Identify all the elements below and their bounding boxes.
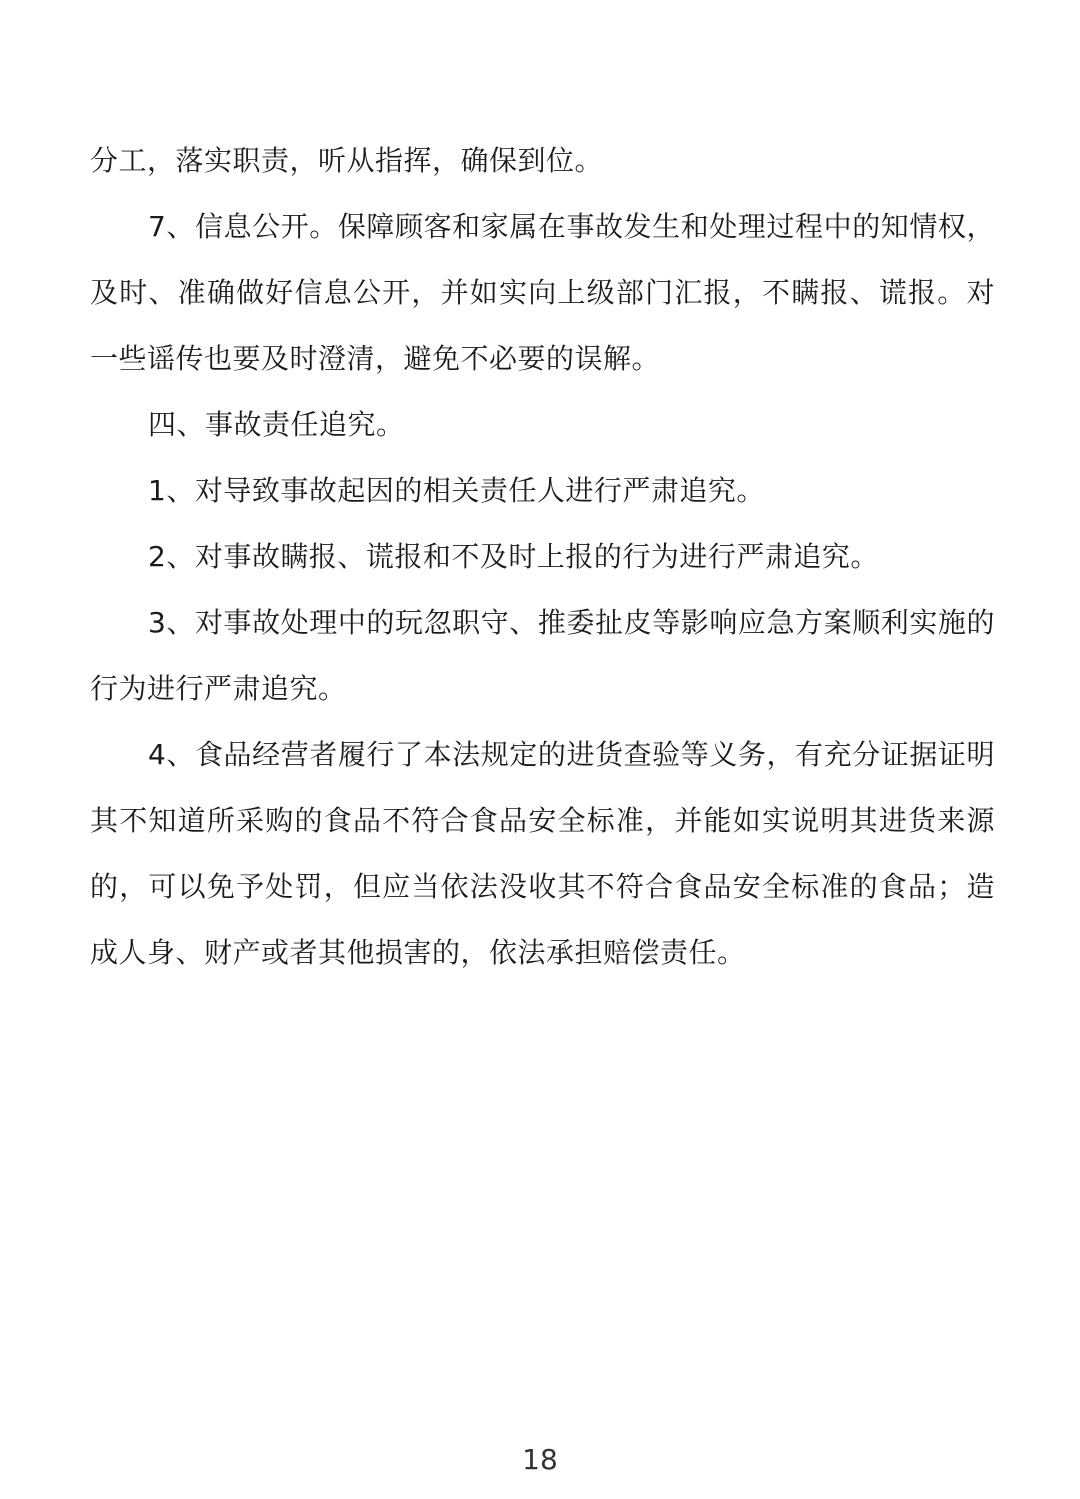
paragraph-information-disclosure: 7、信息公开。保障顾客和家属在事故发生和处理过程中的知情权，及时、准确做好信息公开，并如实向上级部门汇报，不瞒报、谎报。对一些谣传也要及时澄清，避免不必要的误解。 [90,210,995,375]
paragraph-item-1: 1、对导致事故起因的相关责任人进行严肃追究。 [148,474,765,507]
paragraph-continuation: 分工，落实职责，听从指挥，确保到位。 [90,144,604,177]
section-heading-accountability: 四、事故责任追究。 [148,408,405,441]
paragraph-item-3: 3、对事故处理中的玩忽职守、推委扯皮等影响应急方案顺利实施的行为进行严肃追究。 [90,606,995,705]
document-body [90,128,995,986]
paragraph-item-4: 4、食品经营者履行了本法规定的进货查验等义务，有充分证据证明其不知道所采购的食品不符合食品安全标准，并能如实说明其进货来源的，可以免予处罚，但应当依法没收其不符合食品安全标准的食品；造成人身、财产或者其他损害的，依法承担赔偿责任。 [90,738,995,969]
page-number: 18 [522,1443,558,1476]
paragraph-item-2: 2、对事故瞒报、谎报和不及时上报的行为进行严肃追究。 [148,540,879,573]
